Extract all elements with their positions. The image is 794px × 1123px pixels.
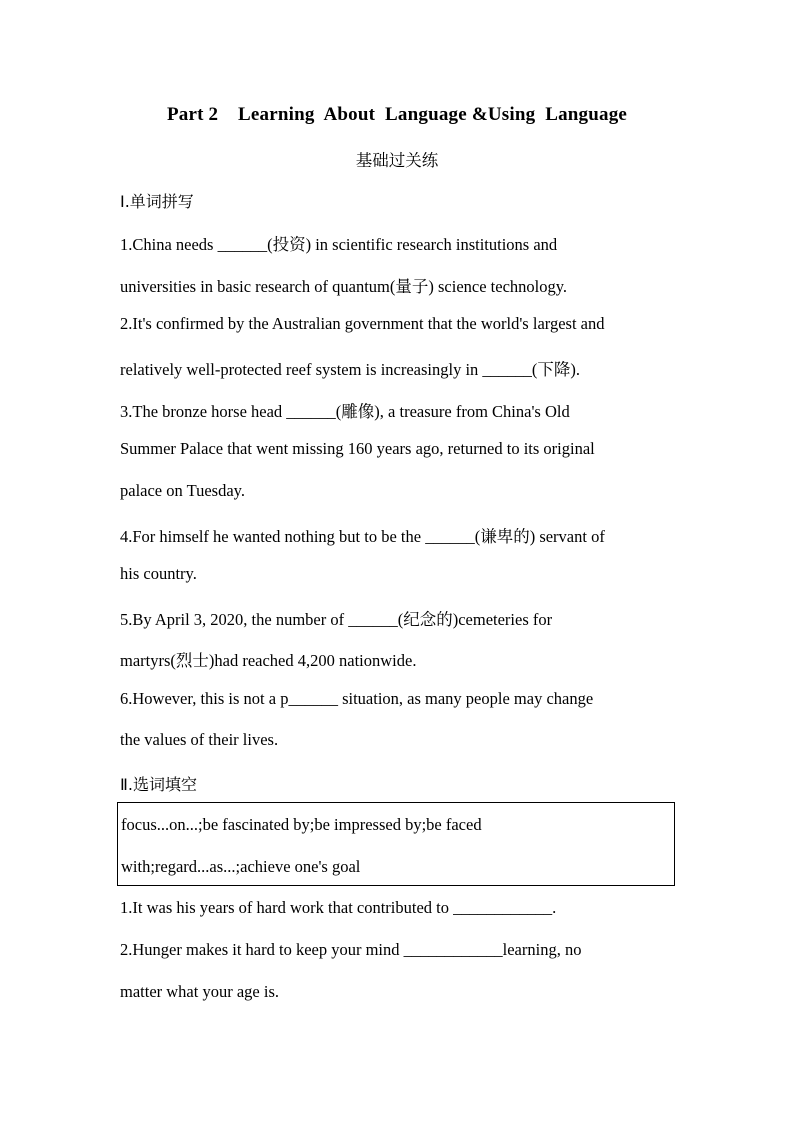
exercise-line: 2.Hunger makes it hard to keep your mind ____________learning, no [120,940,582,959]
exercise-line: 1.It was his years of hard work that contributed to ____________. [120,898,557,917]
section-heading-spelling: Ⅰ.单词拼写 [120,192,194,211]
word-bank-line: focus...on...;be fascinated by;be impressed by;be faced [121,815,482,834]
exercise-line: 3.The bronze horse head ______(雕像), a treasure from China's Old [120,402,570,421]
exercise-line: martyrs(烈士)had reached 4,200 nationwide. [120,651,417,670]
exercise-line: 2.It's confirmed by the Australian government that the world's largest and [120,314,605,333]
exercise-line: his country. [120,564,197,583]
exercise-line: relatively well-protected reef system is increasingly in ______(下降). [120,360,581,379]
exercise-line: Summer Palace that went missing 160 years ago, returned to its original [120,439,595,458]
exercise-line: matter what your age is. [120,982,279,1001]
page-title: Part 2 Learning About Language &Using Language [166,104,628,125]
exercise-line: 5.By April 3, 2020, the number of ______(纪念的)cemeteries for [120,610,553,629]
exercise-line: palace on Tuesday. [120,481,245,500]
exercise-line: 4.For himself he wanted nothing but to be the ______(谦卑的) servant of [120,527,605,546]
exercise-line: 1.China needs ______(投资) in scientific research institutions and [120,235,558,254]
exercise-line: universities in basic research of quantum(量子) science technology. [120,277,568,296]
section-heading-word-choice: Ⅱ.选词填空 [120,775,197,794]
page-subtitle: 基础过关练 [355,151,439,170]
exercise-line: 6.However, this is not a p______ situation, as many people may change [120,689,594,708]
word-bank-box [117,802,675,886]
exercise-line: the values of their lives. [120,730,279,749]
word-bank-line: with;regard...as...;achieve one's goal [121,857,361,876]
